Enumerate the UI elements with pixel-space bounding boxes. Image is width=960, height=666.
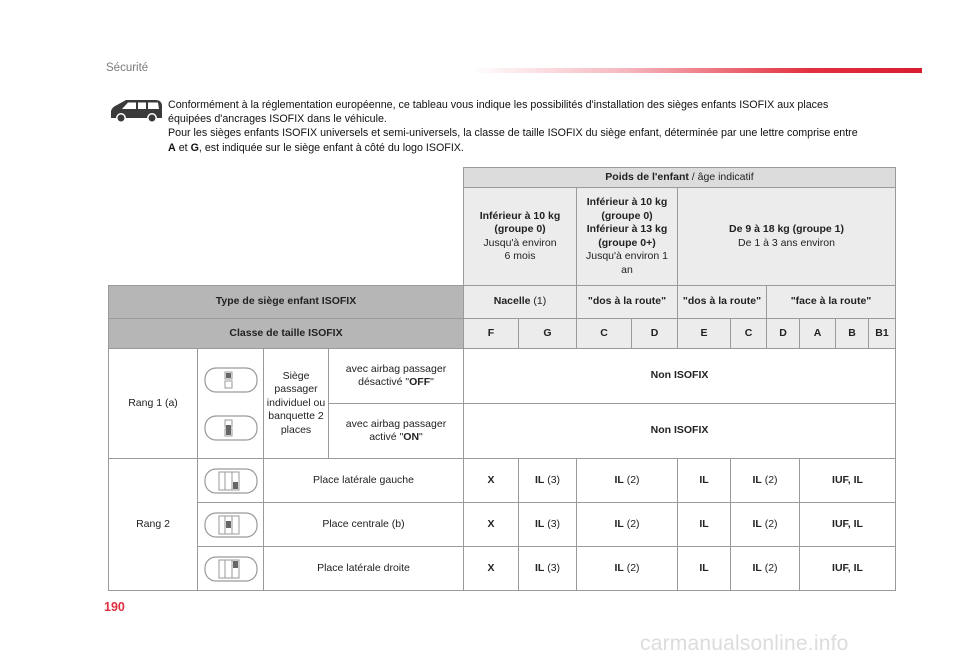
airbag-on-label: avec airbag passager activé "ON" <box>329 404 464 459</box>
isofix-table <box>108 167 896 591</box>
size-class: B1 <box>869 319 896 349</box>
weight-header: Poids de l'enfant / âge indicatif <box>464 168 896 188</box>
non-isofix-cell: Non ISOFIX <box>464 349 896 404</box>
cell-value: X <box>464 503 519 547</box>
van-icon <box>108 98 164 124</box>
group-0-cell: Inférieur à 10 kg (groupe 0) Jusqu'à environ 6 mois <box>464 188 577 286</box>
size-class: D <box>632 319 678 349</box>
size-class: E <box>678 319 731 349</box>
intro-text <box>168 98 858 155</box>
rear-seat-right-icon <box>203 555 259 583</box>
seat-type-rear-facing: "dos à la route" <box>577 286 678 319</box>
size-class: G <box>519 319 577 349</box>
rear-seat-center-icon <box>203 511 259 539</box>
airbag-off-label: avec airbag passager désactivé "OFF" <box>329 349 464 404</box>
section-title: Sécurité <box>106 62 149 74</box>
seat-type-nacelle: Nacelle (1) <box>464 286 577 319</box>
cell-value: IUF, IL <box>800 459 896 503</box>
cell-value: IUF, IL <box>800 503 896 547</box>
cell-value: IL (2) <box>577 547 678 591</box>
cell-value: IL <box>678 547 731 591</box>
cell-value: IL (2) <box>731 459 800 503</box>
place-label: Place centrale (b) <box>264 503 464 547</box>
rang-2-label: Rang 2 <box>109 459 198 591</box>
size-class-label: Classe de taille ISOFIX <box>109 319 464 349</box>
cell-value: IL (2) <box>731 503 800 547</box>
cell-value: IL (3) <box>519 459 577 503</box>
place-label: Place latérale gauche <box>264 459 464 503</box>
size-class: B <box>836 319 869 349</box>
front-seat-diagram-icon <box>203 414 259 442</box>
size-class: F <box>464 319 519 349</box>
cell-value: IL <box>678 503 731 547</box>
cell-value: IL <box>678 459 731 503</box>
size-class: C <box>731 319 767 349</box>
cell-value: IL (2) <box>577 459 678 503</box>
size-class: A <box>800 319 836 349</box>
seat-type-forward-facing: "face à la route" <box>767 286 896 319</box>
cell-value: IUF, IL <box>800 547 896 591</box>
intro-paragraph-2: Pour les sièges enfants ISOFIX universels et semi-universels, la classe de taille ISOFIX du siège enfant, déterminée par une lettre comprise entre A et G, est indiquée sur le siège enfant à côté du logo ISOFIX. <box>168 127 858 154</box>
cell-value: X <box>464 459 519 503</box>
front-seat-label: Siège passager individuel ou banquette 2 places <box>264 349 329 459</box>
cell-value: IL (3) <box>519 503 577 547</box>
front-seat-diagram-icon <box>203 366 259 394</box>
group-0plus-cell: Inférieur à 10 kg (groupe 0) Inférieur à 13 kg (groupe 0+) Jusqu'à environ 1 an <box>577 188 678 286</box>
cell-value: IL (2) <box>731 547 800 591</box>
non-isofix-cell: Non ISOFIX <box>464 404 896 459</box>
size-class: D <box>767 319 800 349</box>
page-number: 190 <box>104 600 125 614</box>
group-1-cell: De 9 à 18 kg (groupe 1) De 1 à 3 ans environ <box>678 188 896 286</box>
header-rule <box>470 68 922 73</box>
intro-paragraph-1: Conformément à la réglementation européenne, ce tableau vous indique les possibilités d'installation des sièges enfants ISOFIX aux places équipées d'ancrages ISOFIX dans le véhicule. <box>168 99 829 126</box>
cell-value: X <box>464 547 519 591</box>
cell-value: IL (3) <box>519 547 577 591</box>
seat-type-label: Type de siège enfant ISOFIX <box>109 286 464 319</box>
watermark: carmanualsonline.info <box>640 632 849 655</box>
place-label: Place latérale droite <box>264 547 464 591</box>
rang-1-label: Rang 1 (a) <box>109 349 198 459</box>
rear-seat-left-icon <box>203 467 259 495</box>
size-class: C <box>577 319 632 349</box>
cell-value: IL (2) <box>577 503 678 547</box>
seat-type-rear-facing-2: "dos à la route" <box>678 286 767 319</box>
